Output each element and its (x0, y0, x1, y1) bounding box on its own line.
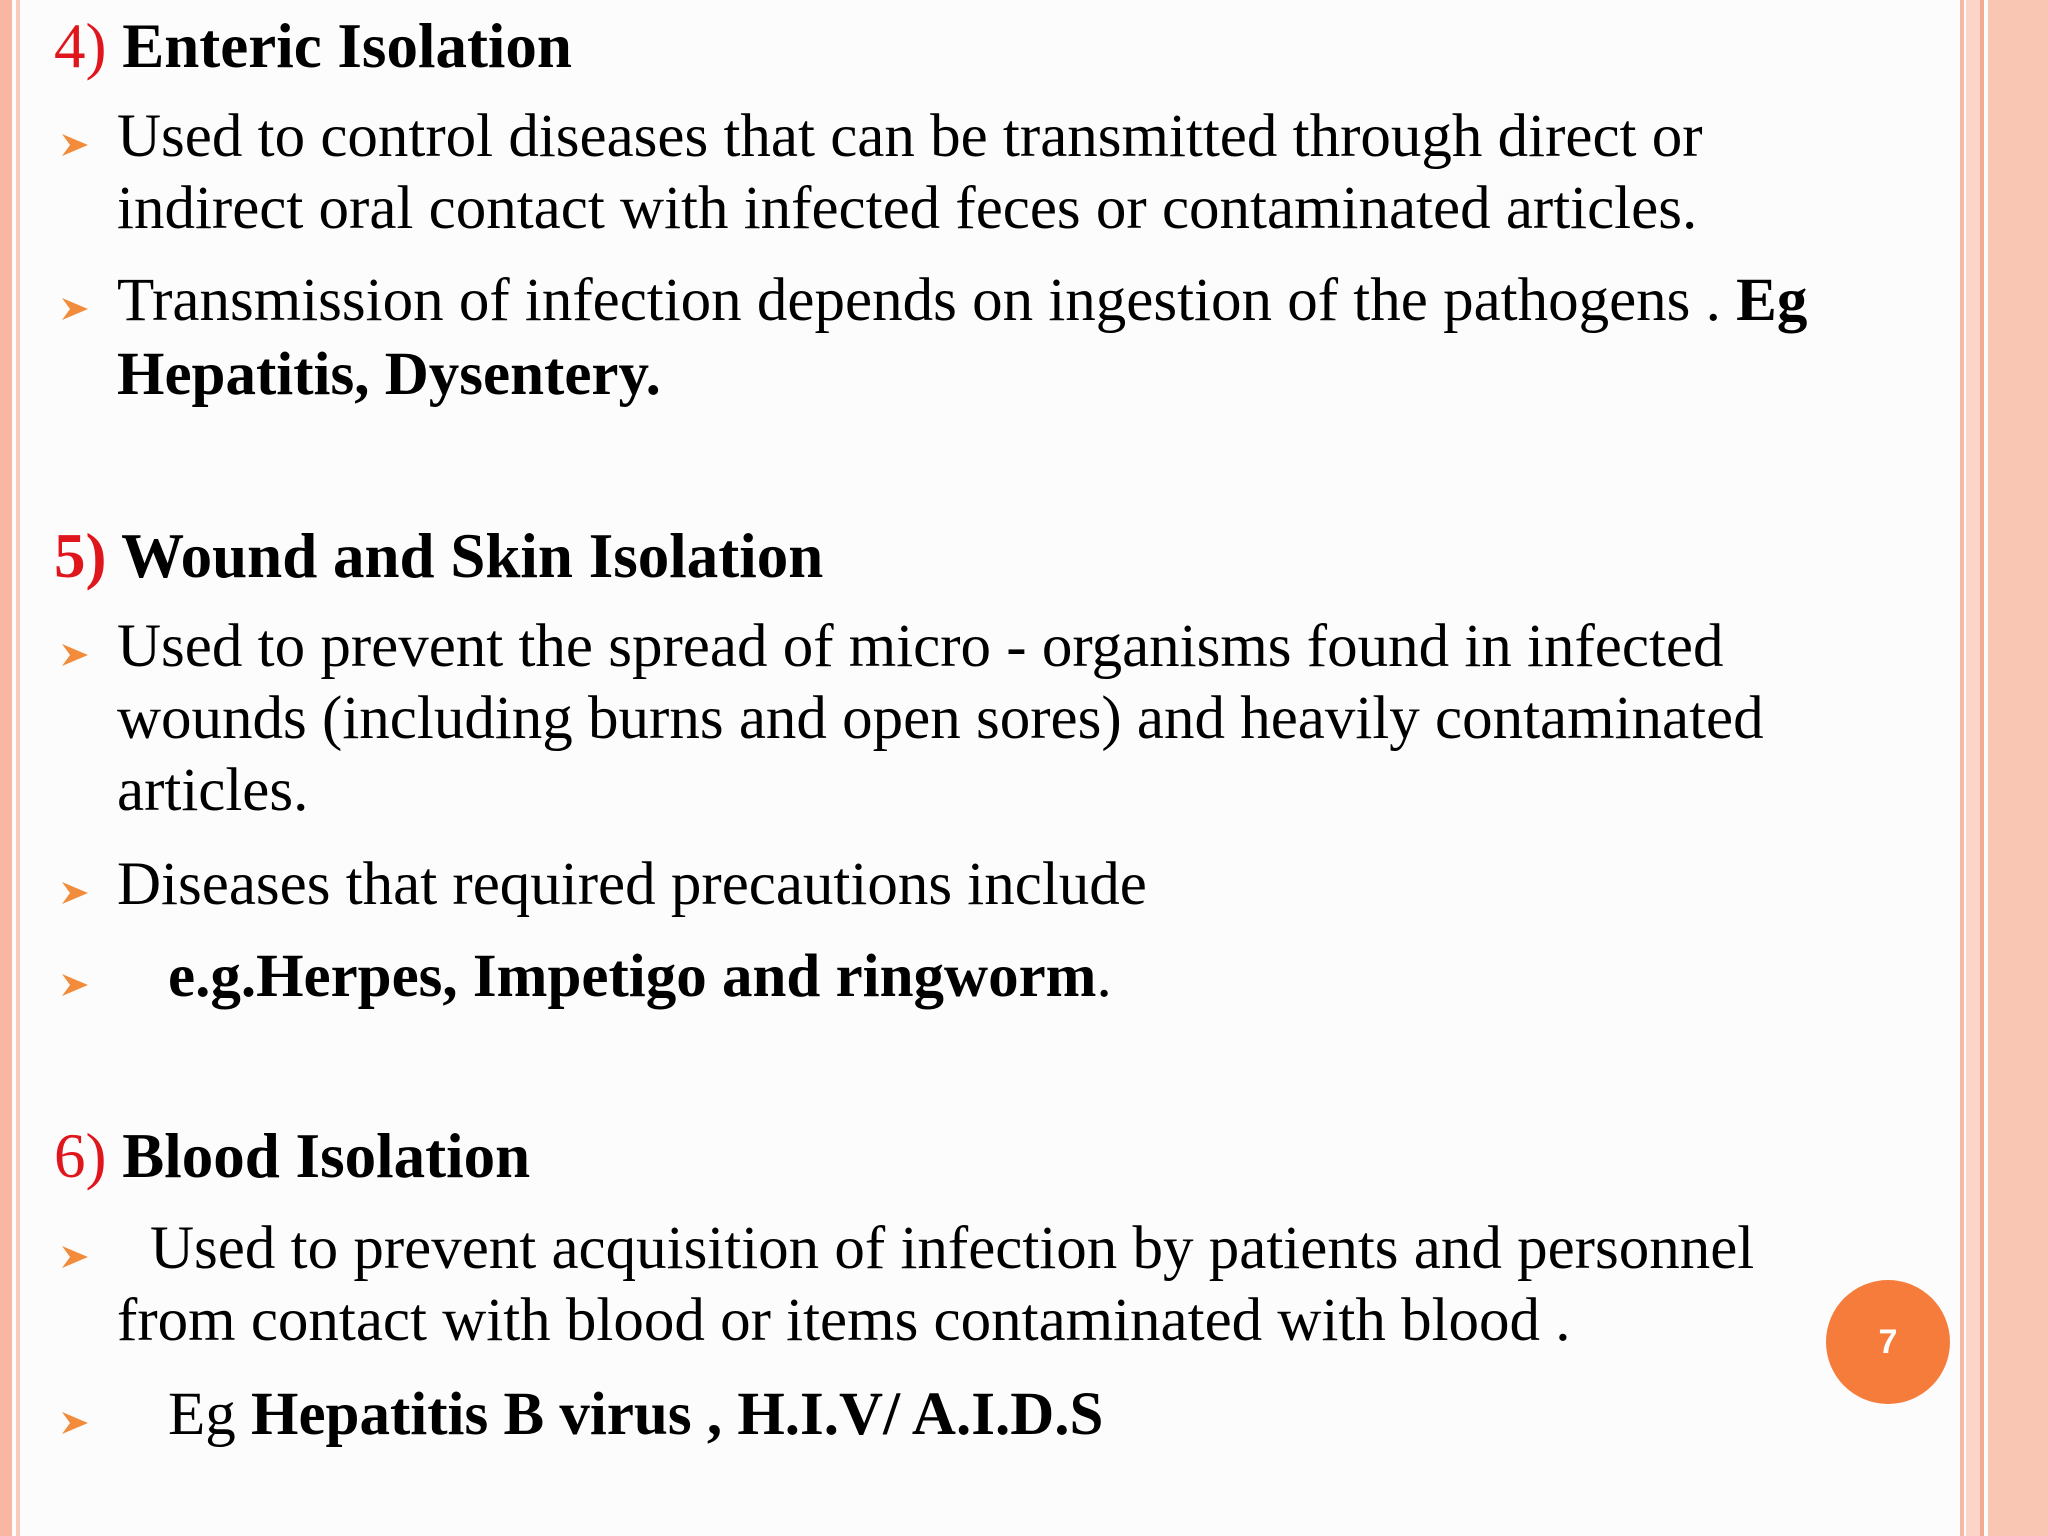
section-title: Enteric Isolation (122, 11, 572, 81)
bullet-text: Transmission of infection depends on ingestion of the pathogens . (117, 267, 1737, 334)
section-heading-wound-skin (54, 520, 823, 592)
bullet-line: Used to prevent the spread of micro - organisms found in infected (117, 613, 1724, 680)
section-heading-blood (54, 1120, 530, 1192)
section-number: 5) (54, 521, 107, 591)
page-number-badge: 7 (1826, 1280, 1950, 1404)
bullet-line: Used to prevent acquisition of infection by patients and personnel (150, 1215, 1755, 1282)
bullet-line (117, 264, 1807, 338)
bullet-line: from contact with blood or items contaminated with blood . (117, 1287, 1571, 1354)
right-border-stripe (1966, 0, 1980, 1536)
bullet-bold-text: Eg (1736, 267, 1808, 334)
list-item (54, 1212, 1954, 1362)
bullet-line: articles. (117, 757, 309, 824)
list-item (54, 848, 1954, 928)
section-title: Blood Isolation (122, 1121, 531, 1191)
bullet-arrow-icon (60, 640, 90, 670)
list-item (54, 1378, 1954, 1458)
bullet-bold-text: Hepatitis B virus , H.I.V/ A.I.D.S (251, 1381, 1104, 1448)
bullet-arrow-icon (60, 878, 90, 908)
left-border-decoration (0, 0, 12, 1536)
bullet-line: Used to control diseases that can be transmitted through direct or (117, 103, 1703, 170)
bullet-arrow-icon (60, 130, 90, 160)
bullet-arrow-icon (60, 970, 90, 1000)
bullet-text: . (1096, 943, 1112, 1010)
bullet-arrow-icon (60, 1242, 90, 1272)
section-heading-enteric (54, 10, 572, 82)
list-item (54, 100, 1954, 250)
right-border-stripe (1980, 0, 1984, 1536)
bullet-line (168, 1378, 1103, 1452)
section-title: Wound and Skin Isolation (121, 521, 824, 591)
list-item (54, 940, 1954, 1020)
bullet-line (168, 940, 1112, 1014)
left-border-stripe (16, 0, 20, 1536)
bullet-line: wounds (including burns and open sores) and heavily contaminated (117, 685, 1764, 752)
list-item (54, 610, 1954, 840)
section-number: 6) (54, 1121, 107, 1191)
bullet-line: Hepatitis, Dysentery. (117, 341, 661, 408)
right-border-stripe (1960, 0, 1964, 1536)
bullet-arrow-icon (60, 294, 90, 324)
bullet-arrow-icon (60, 1408, 90, 1438)
section-number: 4) (54, 11, 107, 81)
bullet-line: Diseases that required precautions include (117, 851, 1147, 918)
list-item (54, 264, 1954, 414)
bullet-line: indirect oral contact with infected feces or contaminated articles. (117, 175, 1698, 242)
right-border-band (1988, 0, 2048, 1536)
bullet-bold-text: e.g.Herpes, Impetigo and ringworm (168, 943, 1097, 1010)
bullet-text: Eg (168, 1381, 252, 1448)
